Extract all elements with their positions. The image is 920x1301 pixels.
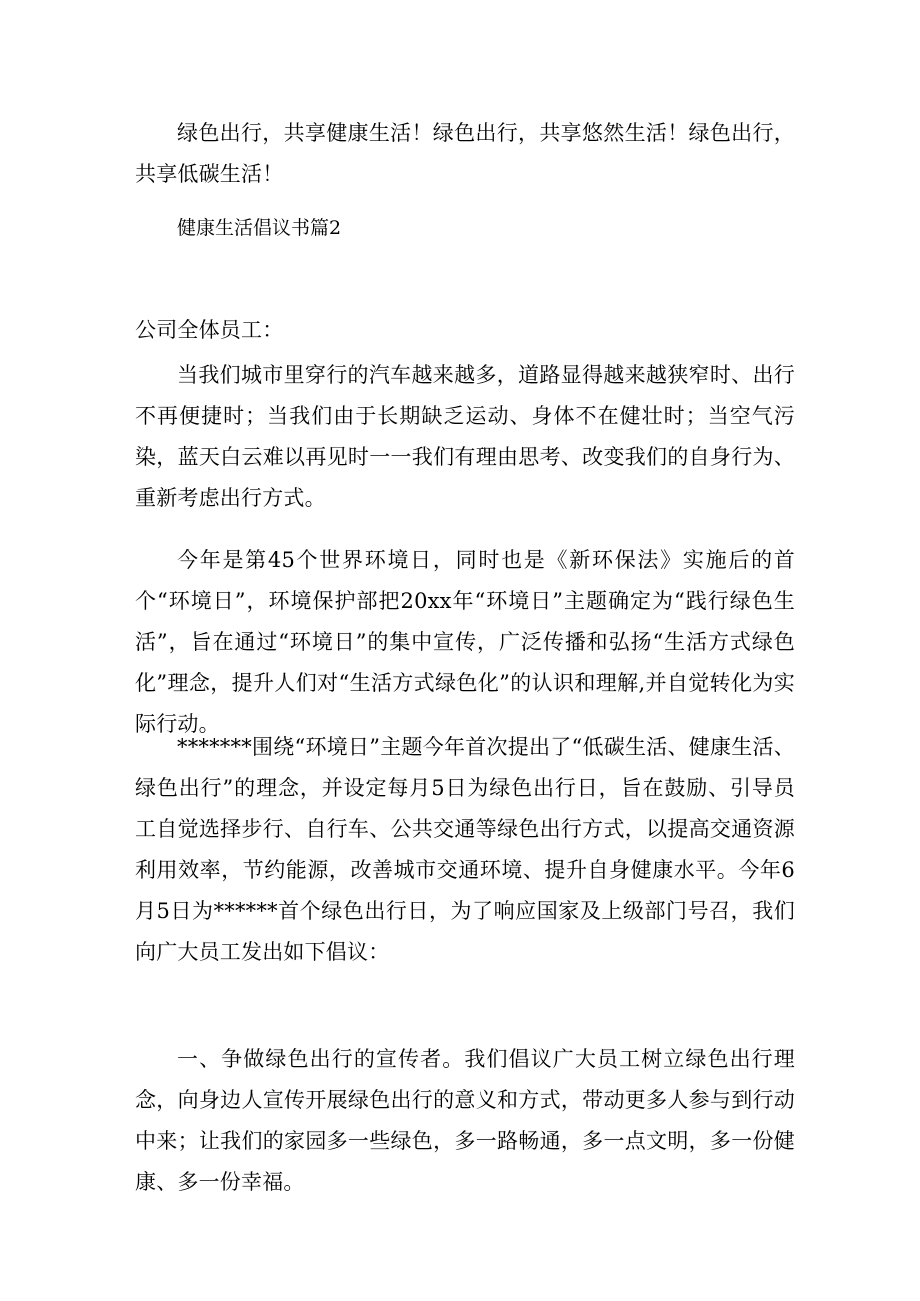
paragraph-green-travel-slogan: 绿色出行，共享健康生活！绿色出行，共享悠然生活！绿色出行，共享低碳生活！ <box>135 121 795 186</box>
section-title: 健康生活倡议书篇2 <box>177 217 342 239</box>
paragraph-item-1: 一、争做绿色出行的宣传者。我们倡议广大员工树立绿色出行理念，向身边人宣传开展绿色出行的意义和方式，带动更多人参与到行动中来；让我们的家园多一些绿色，多一路畅通，多一点文明，多一份健康、多一份幸福。 <box>135 1047 795 1194</box>
paragraph-environment-day: 今年是第45个世界环境日，同时也是《新环保法》实施后的首个“环境日”，环境保护部把20xx年“环境日”主题确定为“践行绿色生活”，旨在通过“环境日”的集中宣传，广泛传播和弘扬“生活方式绿色化”理念，提升人们对“生活方式绿色化”的认识和理解,并自觉转化为实际行动。 <box>135 548 795 736</box>
paragraph-intro: 当我们城市里穿行的汽车越来越多，道路显得越来越狭窄时、出行不再便捷时；当我们由于长期缺乏运动、身体不在健壮时；当空气污染，蓝天白云难以再见时一一我们有理由思考、改变我们的自身行为、重新考虑出行方式。 <box>135 363 795 510</box>
salutation: 公司全体员工： <box>135 318 284 342</box>
paragraph-company-initiative: *******围绕“环境日”主题今年首次提出了“低碳生活、健康生活、绿色出行”的理念，并设定每月5日为绿色出行日，旨在鼓励、引导员工自觉选择步行、自行车、公共交通等绿色出行方式，以提高交通资源利用效率，节约能源，改善城市交通环境、提升自身健康水平。今年6月5日为******首个绿色出行日，为了响应国家及上级部门号召，我们向广大员工发出如下倡议： <box>135 735 795 964</box>
